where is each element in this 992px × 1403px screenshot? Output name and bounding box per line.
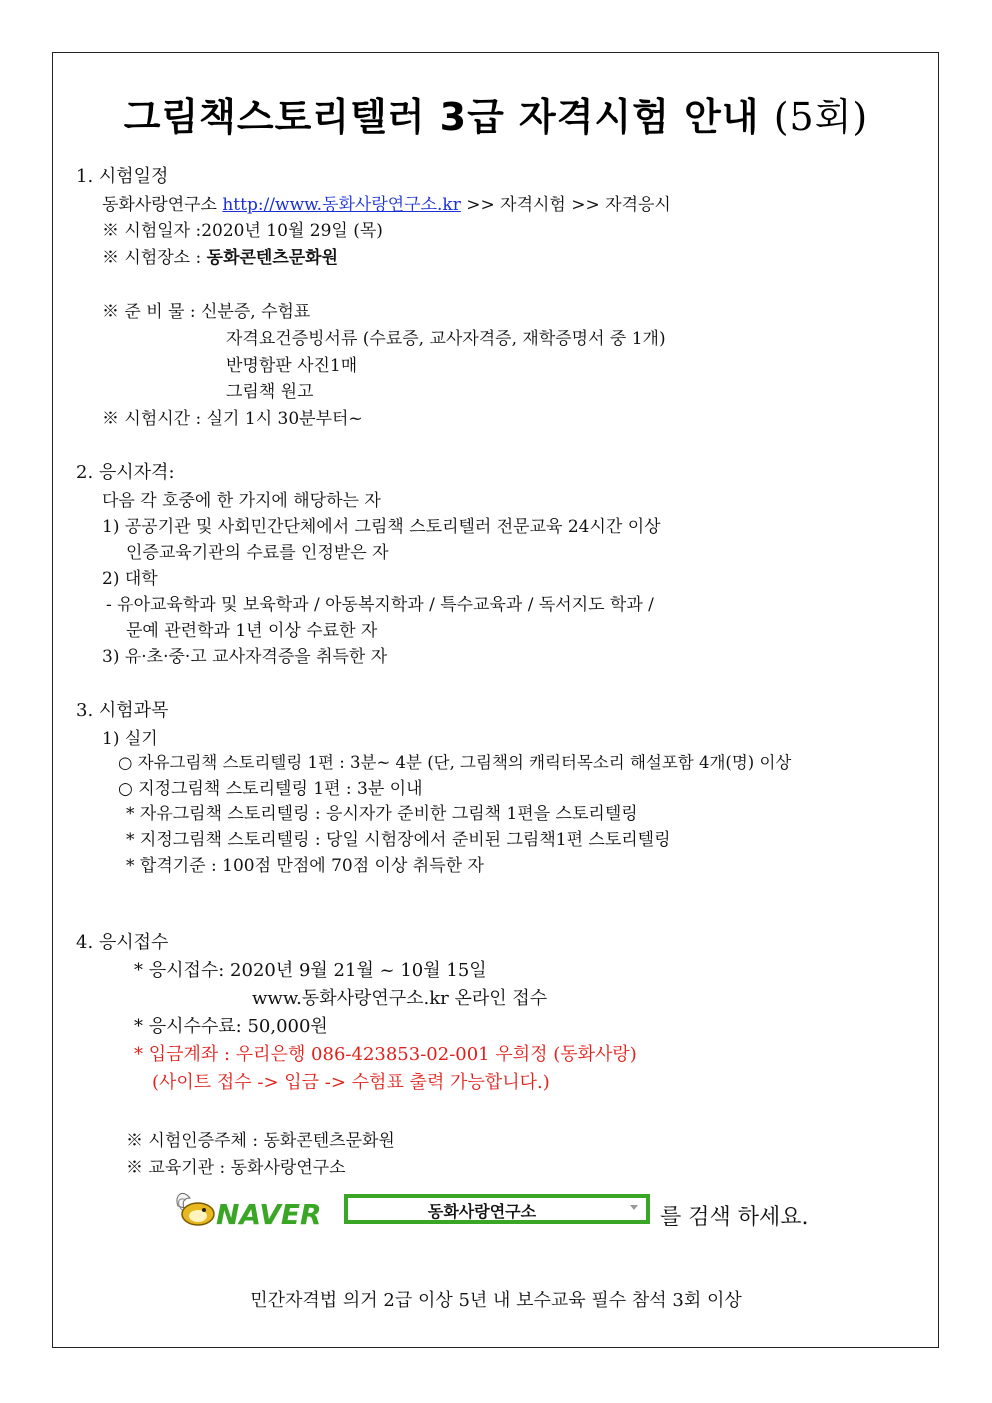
site-suffix: >> 자격시험 >> 자격응시 — [460, 195, 671, 215]
subject-note-2: * 지정그림책 스토리텔링 : 당일 시험장에서 준비된 그림책1편 스토리텔링 — [126, 830, 671, 850]
edu-institution: ※ 교육기관 : 동화사랑연구소 — [126, 1158, 346, 1178]
title-main: 그림책스토리텔러 3급 자격시험 안내 — [123, 95, 774, 139]
prep-item-2: 자격요건증빙서류 (수료증, 교사자격증, 재학증명서 중 1개) — [226, 329, 666, 349]
prep-item-1: ※ 준 비 물 : 신분증, 수험표 — [102, 302, 311, 322]
reg-notice: (사이트 접수 -> 입금 -> 수험표 출력 가능합니다.) — [152, 1072, 550, 1093]
naver-search-value: 동화사랑연구소 — [427, 1202, 537, 1221]
section-3-heading: 3. 시험과목 — [76, 700, 169, 721]
section-1-heading: 1. 시험일정 — [76, 166, 169, 187]
naver-logo — [172, 1192, 342, 1232]
reg-period: * 응시접수: 2020년 9월 21월 ~ 10월 15일 — [134, 960, 487, 981]
section-4-heading: 4. 응시접수 — [76, 932, 169, 953]
qual-intro: 다음 각 호중에 한 가지에 해당하는 자 — [102, 491, 381, 511]
site-line — [102, 194, 671, 216]
chevron-down-icon — [630, 1205, 638, 1210]
footer-note: 민간자격법 의거 2급 이상 5년 내 보수교육 필수 참석 3회 이상 — [250, 1290, 742, 1311]
naver-wordmark: NAVER — [216, 1198, 322, 1231]
qual-item-2: 2) 대학 — [102, 569, 158, 589]
cert-body: ※ 시험인증주체 : 동화콘텐츠문화원 — [126, 1131, 395, 1151]
subject-note-3: * 합격기준 : 100점 만점에 70점 이상 취득한 자 — [126, 856, 484, 876]
naver-search-banner — [172, 1188, 872, 1232]
exam-date: ※ 시험일자 :2020년 10월 29일 (목) — [102, 221, 383, 241]
qual-item-3: 3) 유·초·중·고 교사자격증을 취득한 자 — [102, 647, 388, 667]
reg-fee: * 응시수수료: 50,000원 — [134, 1016, 328, 1037]
page-title — [0, 86, 992, 141]
qual-item-2a: - 유아교육학과 및 보육학과 / 아동복지학과 / 특수교육과 / 독서지도 학과 / — [106, 595, 654, 615]
exam-place — [102, 247, 338, 269]
prep-item-4: 그림책 원고 — [226, 382, 314, 402]
exam-time: ※ 시험시간 : 실기 1시 30분부터~ — [102, 409, 363, 429]
qual-item-1a: 1) 공공기관 및 사회민간단체에서 그림책 스토리텔러 전문교육 24시간 이상 — [102, 517, 661, 537]
prep-item-3: 반명함판 사진1매 — [226, 356, 358, 376]
qual-item-2b: 문예 관련학과 1년 이상 수료한 자 — [126, 621, 378, 641]
subject-option-2: ○ 지정그림책 스토리텔링 1편 : 3분 이내 — [118, 779, 423, 799]
naver-search-input[interactable] — [344, 1194, 650, 1224]
reg-online: www.동화사랑연구소.kr 온라인 접수 — [252, 988, 548, 1009]
subject-note-1: * 자유그림책 스토리텔링 : 응시자가 준비한 그림책 1편을 스토리텔링 — [126, 804, 638, 824]
title-suffix: (5회) — [773, 95, 869, 139]
exam-place-label: ※ 시험장소 : — [102, 248, 207, 268]
exam-place-value: 동화콘텐츠문화원 — [206, 248, 339, 268]
qual-item-1b: 인증교육기관의 수료를 인정받은 자 — [126, 543, 389, 563]
naver-search-suffix: 를 검색 하세요. — [660, 1205, 809, 1230]
site-link[interactable]: http://www.동화사랑연구소.kr — [222, 195, 461, 215]
naver-mascot-icon — [172, 1186, 216, 1228]
subject-sub: 1) 실기 — [102, 729, 158, 749]
subject-option-1: ○ 자유그림책 스토리텔링 1편 : 3분~ 4분 (단, 그림책의 캐릭터목소리 해설포함 4개(명) 이상 — [118, 753, 792, 772]
section-2-heading: 2. 응시자격: — [76, 462, 175, 483]
site-prefix: 동화사랑연구소 — [102, 195, 223, 215]
bank-account: * 입금계좌 : 우리은행 086-423853-02-001 우희정 (동화사랑) — [134, 1044, 637, 1065]
